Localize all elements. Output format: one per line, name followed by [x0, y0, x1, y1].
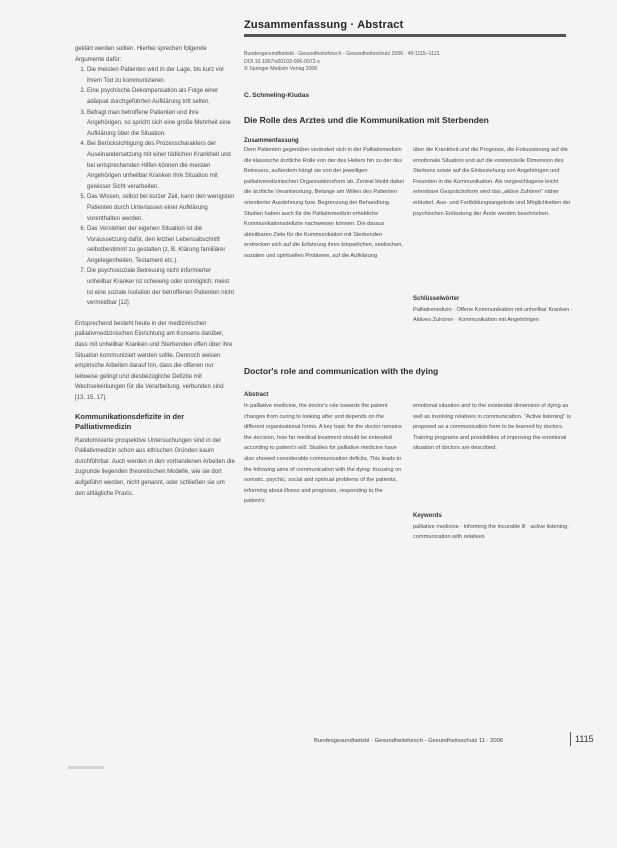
- left-intro: geklärt werden sollten. Hierbei sprechen folgende Argumente dafür:: [75, 46, 207, 63]
- english-abstract-col1: In palliative medicine, the doctor's role towards the patient changes from curing to looking after and depends on the different organisational forms. A key topic for the doctor remains the decision, how far medical treatment should be extended according to patient's will. Studies for palliative medicine have also showed considerable communication deficits. This leads to the following aims of communication with the dying: focusing on somatic, psychic, social and spiritual problems of the patients, informing about illness and prognosis, responding to the patient's: [244, 403, 402, 505]
- doi-line: DOI 10.1007/s00103-006-0072-x: [244, 58, 320, 65]
- copyright-line: © Springer Medizin Verlag 2006: [244, 66, 318, 72]
- german-keywords: Palliativmedizin · Offene Kommunikation mit unheilbar Kranken · Aktives Zuhören · Kommunikation mit Angehörigen: [413, 307, 573, 323]
- english-title: Doctor's role and communication with the dying: [244, 366, 439, 376]
- header-title: Zusammenfassung · Abstract: [244, 19, 404, 31]
- list-item: 6. Das Verstehen der eigenen Situation ist die Voraussetzung dafür, den letzten Lebensabschnitt selbstbestimmt zu gestalten (z. B. Klärung familiärer Angelegenheiten, Testament etc.).: [87, 224, 235, 266]
- scan-mark: [68, 766, 104, 769]
- left-column: [75, 44, 235, 499]
- english-keywords-heading: Keywords: [413, 513, 442, 519]
- german-keywords-heading: Schlüsselwörter: [413, 296, 460, 302]
- english-abstract-col2: emotional situation and to the existential dimension of dying as well as involving relatives in communication. "Active listening" is proposed as a communication form to be learned by doctors. Training programs and possibilities of improving the emotional situation of doctors are described.: [413, 403, 571, 452]
- german-abstract-col1: Dem Patienten gegenüber verändert sich in der Palliativmedizin die klassische ärztliche Rolle von der des Heilers hin zu der des Betreuers, außerdem hängt sie von der jeweiligen palliativmedizinischen Organisationsform ab. Zentral bleibt dabei die ärztliche Verantwortung, Belange am Willen des Patienten orientierter Ausdehnung bzw. Begrenzung der Behandlung. Studien haben auch für die Palliativmedizin erhebliche Kommunikationsdefizite nachweisen können. Die daraus ableitbaren Ziele für die Kommunikation mit Sterbenden erstrecken sich auf die Erfahrung ihres körperlichen, seelischen, sozialen und spirituellen Probleme, auf die Aufklärung: [244, 147, 404, 259]
- list-item: 2. Eine psychische Dekompensation als Folge einer adäquat durchgeführten Aufklärung tritt selten.: [87, 86, 235, 107]
- section-heading: Kommunikationsdefizite in der Palliativmedizin: [75, 411, 185, 431]
- list-item: 1. Die meisten Patienten wird in der Lage, bis kurz vor ihrem Tod zu kommunizieren.: [87, 65, 235, 86]
- german-abstract-col2: über die Krankheit und die Prognose, die Fokussierung auf die emotionale Situation und auf die existenzielle Dimension des Sterbens sowie auf die Einbeziehung von Angehörigen und Freunden in die Kommunikation. Als vorgeschlagene leicht erlernbare Gesprächsform wird das „aktive Zuhören“ näher erläutert. Aus- und Fortbildungsangebote und Möglichkeiten der psychischen Entlastung der Ärzte werden beschrieben.: [413, 147, 571, 217]
- citation-meta: [244, 51, 444, 74]
- list-item: 4. Bei Berücksichtigung des Prozesscharakters der Auseinandersetzung mit einer tödlichen Krankheit und bei entsprechenden Hilfen können die meisten Angehörigen unheilbar Kranken ihre Situation mit gewisser Sicht verarbeiten.: [87, 139, 235, 192]
- footer-divider: [570, 732, 571, 746]
- english-abstract-heading: Abstract: [244, 392, 269, 398]
- left-paragraph-2: Entsprechend besteht heute in der medizinischen palliativmedizinischen Einrichtung am Konsens darüber, dass mit unheilbar Kranken und Sterbenden offen über ihre Situation kommuniziert werden sollte. Dennoch weisen empirische Arbeiten darauf hin, dass die offenen nur teilweise gelingt und diesbezügliche Defizite mit Wechselwirkungen für die Verarbeitung, verbunden sind [13, 15, 17].: [75, 320, 233, 401]
- left-paragraph-3: Randomisierte prospektive Untersuchungen sind in der Palliativmedizin schon aus ethischen Gründen kaum durchführbar. Auch werden in den vorhandenen Arbeiten die zugrunde liegenden theoretischen Modelle, wie sie dort aufgeführt werden, nicht genannt, oder schließen sie um den alltägliche Praxis.: [75, 437, 235, 497]
- footer-journal: Bundesgesundheitsbl - Gesundheitsforsch - Gesundheitsschutz 11 · 2006: [314, 738, 504, 744]
- citation-line: Bundesgesundheitsbl - Gesundheitsforsch - Gesundheitsschutz 2006 · 49:1115–1121: [244, 51, 440, 57]
- german-title: Die Rolle des Arztes und die Kommunikation mit Sterbenden: [244, 115, 489, 125]
- list-item: 3. Befragt man betroffene Patienten und ihre Angehörigen, so spricht sich eine große Mehrheit eine Aufklärung über die Situation.: [87, 108, 235, 140]
- english-keywords: palliative medicine · informing the incurable ill · active listening · communication with relatives: [413, 524, 571, 540]
- header-rule: [244, 34, 566, 37]
- german-abstract-heading: Zusammenfassung: [244, 138, 299, 144]
- page-number: 1115: [575, 734, 594, 744]
- list-item: 7. Die psychosoziale Betreuung nicht informierter unheilbar Kranker ist schwierig oder unmöglich; meist ist eine soziale Isolation der betroffenen Patienten nicht vermeidbar [12].: [87, 266, 235, 308]
- argument-list: [75, 65, 235, 309]
- author: C. Schmeling-Kludas: [244, 92, 310, 99]
- list-item: 5. Das Wissen, selbst bei kurzer Zeit, kann den wenigsten Patienten durch Unterlassen einer Aufklärung vorenthalten werden.: [87, 192, 235, 224]
